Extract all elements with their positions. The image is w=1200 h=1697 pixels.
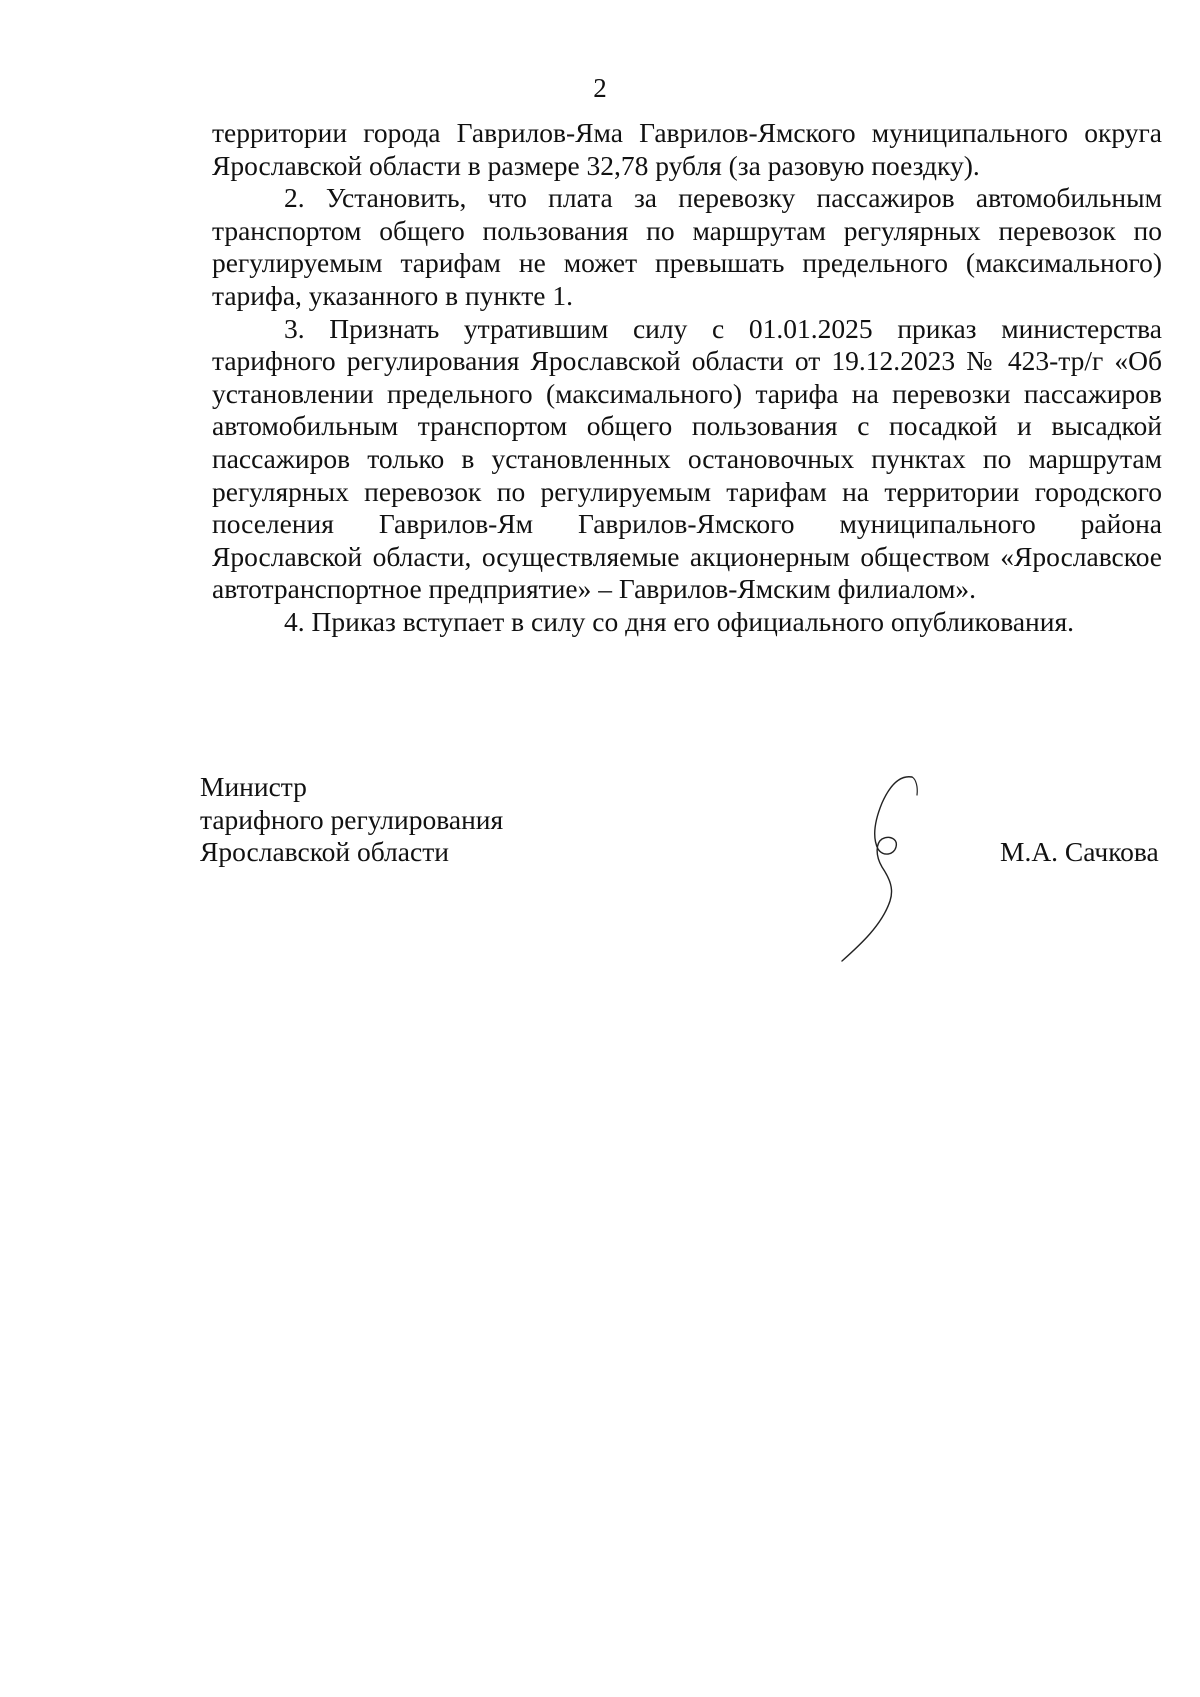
signatory-title-line: Ярославской области <box>200 836 449 867</box>
paragraph-continuation: территории города Гаврилов-Яма Гаврилов-Ямского муниципального округа Ярославской области в размере 32,78 рубля (за разовую поездку). <box>212 117 1162 181</box>
handwritten-signature <box>820 765 950 965</box>
signatory-name: М.А. Сачкова <box>1000 836 1159 867</box>
paragraph-item-4: 4. Приказ вступает в силу со дня его официального опубликования. <box>284 605 1075 637</box>
paragraph-item-2: 2. Установить, что плата за перевозку пассажиров автомобильным транспортом общего пользования по маршрутам регулярных перевозок по регулируемым тарифам не может превышать предельного (максимального) тарифа, указанного в пункте 1. <box>212 182 1162 311</box>
page-number: 2 <box>593 73 607 103</box>
document-body <box>212 117 1162 639</box>
signatory-title <box>200 771 503 869</box>
signatory-title-line: тарифного регулирования <box>200 803 504 835</box>
signatory-title-line: Министр <box>200 771 307 802</box>
paragraph-item-3: 3. Признать утратившим силу с 01.01.2025 приказ министерства тарифного регулирования Ярославской области от 19.12.2023 № 423-тр/г «Об установлении предельного (максимального) тарифа на перевозки пассажиров автомобильным транспортом общего пользования с посадкой и высадкой пассажиров только в установленных остановочных пунктах по маршрутам регулярных перевозок по регулируемым тарифам на территории городского поселения Гаврилов-Ям Гаврилов-Ямского муниципального района Ярославской области, осуществляемые акционерным обществом «Ярославское автотранспортное предприятие» – Гаврилов-Ямским филиалом». <box>212 312 1162 605</box>
